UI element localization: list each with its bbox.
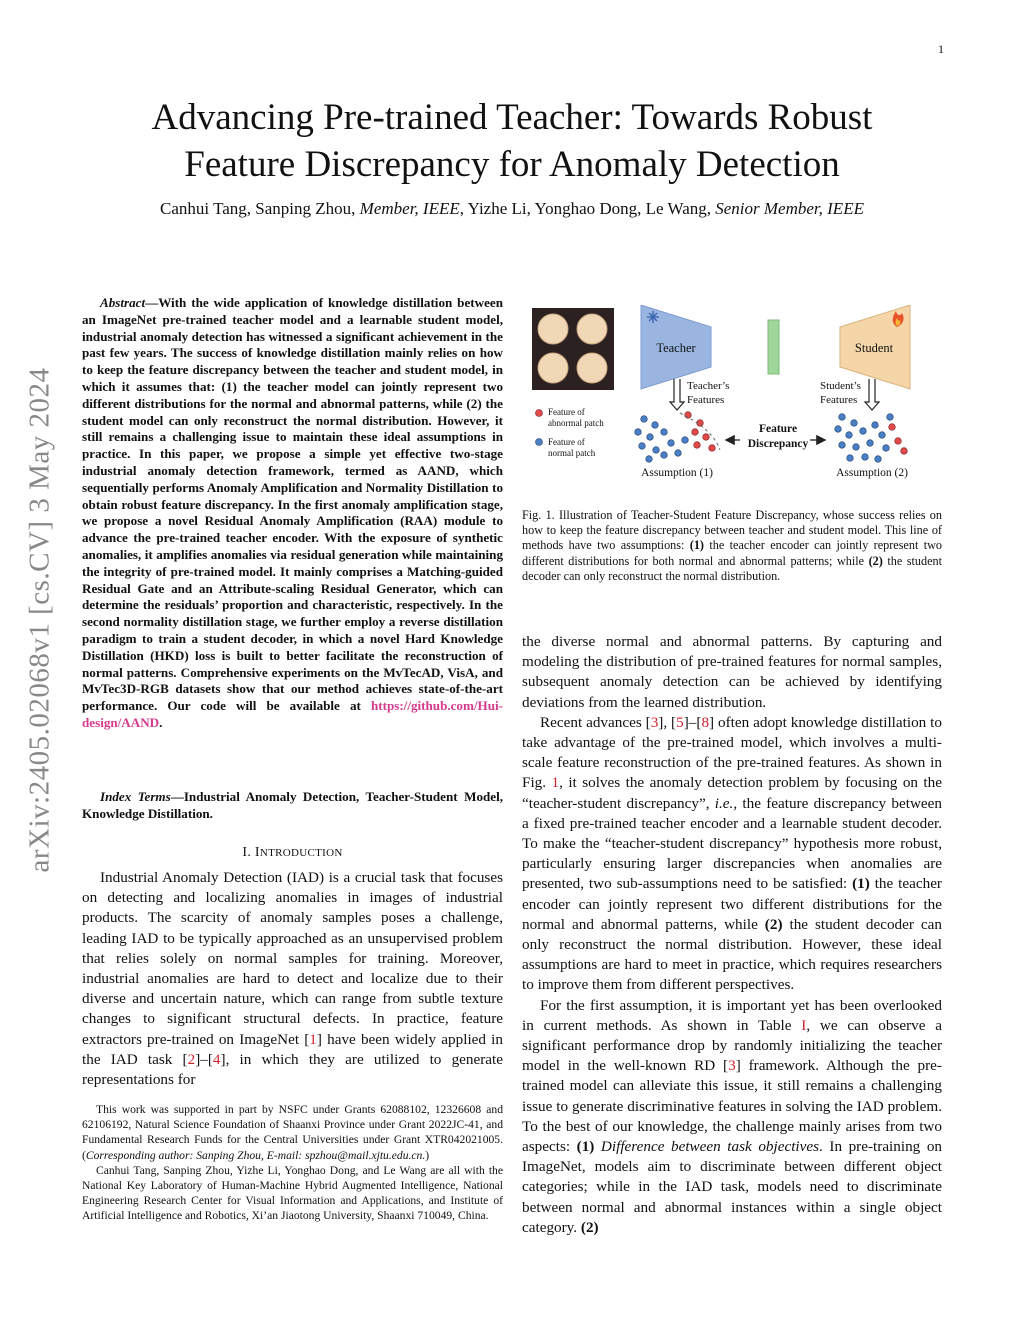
- citation-5[interactable]: 5: [676, 713, 684, 731]
- normal-feature-dot: [661, 429, 668, 436]
- table-1-ref[interactable]: I: [801, 1016, 807, 1034]
- rp3-bold-2: (2): [580, 1218, 599, 1236]
- normal-feature-dot: [641, 416, 648, 423]
- product-disc-2: [577, 314, 607, 344]
- right-paragraph-3: [522, 996, 942, 1238]
- affiliation-footnote: Canhui Tang, Sanping Zhou, Yizhe Li, Yonghao Dong, and Le Wang are all with the National Key Laboratory of Human-Machine Hybrid Augmented Intelligence, National Engineering Research Center for Visual Information and Applications, and Institute of Artificial Intelligence and Robotics, Xi’an Jiaotong University, Shaanxi 710049, China.: [82, 1163, 503, 1223]
- citation-3b[interactable]: 3: [728, 1057, 736, 1075]
- rp2-bold-1: (1): [852, 875, 870, 893]
- legend-normal-line-2: normal patch: [548, 448, 596, 458]
- intro-text-a: Industrial Anomaly Detection (IAD) is a crucial task that focuses on detecting and localizing anomalies in images of industrial products. The scarcity of anomaly samples poses a challenge, leading IAD to be typically approached as an unsupervised problem that relies solely on normal samples for training. Moreover, industrial anomalies are hard to detect and localize due to their diverse and uncertain nature, which can range from subtle texture changes to significant structural defects. In practice, feature extractors pre-trained on ImageNet [: [82, 869, 503, 1048]
- student-down-arrow-icon: [865, 379, 879, 410]
- index-terms-label: Index Terms: [100, 789, 171, 804]
- abnormal-feature-dot: [694, 442, 701, 449]
- rp2-h: the student decoder can only reconstruct the normal distribution. However, these ideal assumptions are hard to meet in practice, which requires researchers to improve them from different perspectives.: [522, 915, 942, 994]
- right-paragraph-1: the diverse normal and abnormal patterns. By capturing and modeling the distribution of pre-trained features for normal samples, subsequent anomaly detection can be achieved by identifying deviations from the learned distribution.: [522, 633, 942, 711]
- latent-bar: [768, 320, 779, 374]
- section-heading: [82, 845, 503, 861]
- legend-abnormal-line-2: abnormal patch: [548, 418, 604, 428]
- normal-feature-dot: [862, 454, 869, 461]
- normal-feature-dot: [652, 422, 659, 429]
- abstract-label: Abstract: [100, 295, 146, 310]
- rp3-italic: Difference between task objectives: [600, 1138, 820, 1156]
- index-terms-text: —Industrial Anomaly Detection, Teacher-Student Model, Knowledge Distillation.: [82, 789, 503, 821]
- normal-feature-dot: [646, 456, 653, 463]
- normal-feature-dot: [853, 444, 860, 451]
- student-features-line-2: Features: [820, 394, 858, 406]
- product-disc-1: [538, 314, 568, 344]
- student-feature-cluster: [835, 414, 908, 463]
- citation-3[interactable]: 3: [650, 713, 659, 731]
- rp2-g: the teacher encoder can jointly represent two different distributions for the normal and abnormal patterns, while: [522, 875, 942, 933]
- funding-end: ): [425, 1148, 430, 1162]
- normal-feature-dot: [872, 422, 879, 429]
- teacher-label: Teacher: [656, 341, 696, 355]
- normal-feature-dot: [661, 452, 668, 459]
- citation-1[interactable]: 1: [309, 1030, 317, 1048]
- authors-role-1: Member, IEEE: [359, 199, 460, 218]
- caption-prefix: Fig. 1. Illustration of Teacher-Student Feature Discrepancy, whose success relies on how to keep the feature discrepancy between teacher and student model. This line of methods have two assumptions:: [522, 508, 942, 553]
- rp2-f: , the feature discrepancy between a fixed pre-trained teacher encoder and a learnable student decoder. To make the “teacher-student discrepancy” hypothesis more robust, particularly ensuring larger discrepancies when anomalies are presented, two sub-assumptions need to be satisfied:: [522, 794, 942, 893]
- title-line-1: Advancing Pre-trained Teacher: Towards Robust: [151, 97, 873, 138]
- citation-2[interactable]: 2: [187, 1050, 196, 1068]
- normal-feature-dot: [883, 445, 890, 452]
- normal-feature-dot: [668, 440, 675, 447]
- authors-role-2: Senior Member, IEEE: [715, 199, 864, 218]
- product-disc-4: [577, 353, 607, 383]
- normal-feature-dot: [682, 437, 689, 444]
- rp2-bold-2: (2): [764, 915, 783, 933]
- teacher-down-arrow-icon: [670, 379, 684, 410]
- normal-feature-dot: [887, 414, 894, 421]
- rp3-bold-1: (1): [576, 1138, 595, 1156]
- figure-1: [530, 305, 942, 495]
- normal-feature-dot: [639, 443, 646, 450]
- legend-normal-line-1: Feature of: [548, 437, 585, 447]
- rp2-ie: i.e.: [714, 794, 734, 812]
- figure-svg: [530, 305, 942, 495]
- index-terms: [82, 789, 503, 823]
- funding-footnote: [82, 1102, 503, 1163]
- right-column-body: [522, 632, 942, 1238]
- teacher-features-line-1: Teacher’s: [687, 380, 730, 392]
- paper-title: [60, 94, 964, 188]
- abnormal-feature-dot: [703, 434, 710, 441]
- legend-abnormal-dot: [536, 410, 543, 417]
- legend-normal-dot: [536, 439, 543, 446]
- discrepancy-line-1: Feature: [758, 423, 798, 435]
- corresponding-author: Corresponding author: Sanping Zhou, E-mail: spzhou@mail.xjtu.edu.cn.: [85, 1148, 426, 1162]
- section-title-first: I: [254, 845, 260, 860]
- figure-caption: [522, 508, 942, 584]
- assumption-2-label: Assumption (2): [836, 467, 908, 479]
- assumption-1-label: Assumption (1): [641, 467, 713, 479]
- title-line-2: Feature Discrepancy for Anomaly Detection: [184, 144, 840, 185]
- normal-feature-dot: [860, 428, 867, 435]
- footnotes: [82, 1102, 503, 1224]
- normal-feature-dot: [867, 440, 874, 447]
- figure-1-ref[interactable]: 1: [551, 774, 560, 792]
- normal-feature-dot: [851, 420, 858, 427]
- author-list: [60, 199, 964, 219]
- caption-mid: the teacher encoder can jointly represent two different distributions for both normal and abnormal patterns; while: [522, 538, 942, 568]
- intro-text-d: ], in which they are utilized to generate representations for: [82, 1050, 504, 1089]
- rp2-d: ] often adopt knowledge distillation to take advantage of the pre-trained model, which involves a multi-scale feature reconstruction of the pre-trained features. As shown in Fig.: [522, 713, 942, 792]
- abnormal-feature-dot: [889, 424, 896, 431]
- abnormal-feature-dot: [901, 448, 908, 455]
- section-number: I.: [242, 845, 255, 860]
- student-label: Student: [854, 341, 894, 355]
- normal-feature-dot: [675, 450, 682, 457]
- rp2-a: Recent advances [: [540, 713, 651, 731]
- normal-feature-dot: [635, 429, 642, 436]
- student-features-line-1: Student’s: [820, 380, 861, 392]
- normal-feature-dot: [653, 447, 660, 454]
- discrepancy-line-2: Discrepancy: [747, 438, 809, 450]
- abstract-text: —With the wide application of knowledge distillation between an ImageNet pre-trained teacher model and a learnable student model, industrial anomaly detection has witnessed a significant achievement in the past few years. The success of knowledge distillation mainly relies on how to keep the feature discrepancy between the teacher and student model, in which it assumes that: (1) the teacher model can jointly represent two different distributions for the normal and abnormal patterns, while (2) the student model can only reconstruct the normal distribution. However, it still remains a challenging issue to maintain these ideal assumptions in practice. In this paper, we propose a simple yet effective two-stage industrial anomaly detection framework, termed as AAND, which sequentially performs Anomaly Amplification and Normality Distillation to obtain robust feature discrepancy. In the first anomaly amplification stage, we propose a novel Residual Anomaly Amplification (RAA) module to advance the pre-trained teacher encoder. With the exposure of synthetic anomalies, it amplifies anomalies via residual generation while maintaining the integrity of pre-trained model. It mainly comprises a Matching-guided Residual Gate and an Attribute-scaling Residual Generator, which can determine the residuals’ proportion and characteristic, respectively. In the second normality distillation stage, we further employ a reverse distillation paradigm to train a student decoder, in which a novel Hard Knowledge Distillation (HKD) loss is built to better facilitate the reconstruction of normal patterns. Comprehensive experiments on the MvTecAD, VisA, and MvTec3D-RGB datasets show that our method achieves state-of-the-art performance. Our code will be available at: [82, 295, 503, 714]
- rp2-b: ], [: [658, 713, 677, 731]
- rp2-c: ]–[: [683, 713, 702, 731]
- normal-feature-dot: [835, 426, 842, 433]
- rp3-a: For the first assumption, it is important yet has been overlooked in current methods. As shown in Table: [522, 996, 942, 1034]
- citation-8[interactable]: 8: [701, 713, 710, 731]
- normal-feature-dot: [647, 434, 654, 441]
- rp3-b: , we can observe a significant performance drop by randomly initializing the teacher model in the well-known RD [: [522, 1016, 942, 1075]
- normal-feature-dot: [879, 432, 886, 439]
- authors-part-1: Canhui Tang, Sanping Zhou,: [160, 199, 360, 218]
- legend-abnormal-line-1: Feature of: [548, 407, 585, 417]
- abnormal-feature-dot: [895, 438, 902, 445]
- caption-end: the student decoder can only reconstruct the normal distribution.: [522, 553, 942, 583]
- abstract-end: .: [159, 714, 163, 730]
- teacher-feature-cluster: [635, 412, 716, 463]
- abnormal-feature-dot: [692, 429, 699, 436]
- code-link[interactable]: https://github.com/Hui-design/AAND: [82, 698, 503, 730]
- abnormal-feature-dot: [709, 445, 716, 452]
- abstract: [82, 295, 503, 732]
- section-title-rest: NTRODUCTION: [259, 847, 343, 859]
- rp2-e: , it solves the anomaly detection problem by focusing on the “teacher-student discrepancy”,: [522, 774, 942, 812]
- teacher-features-line-2: Features: [687, 394, 725, 406]
- authors-part-2: , Yizhe Li, Yonghao Dong, Le Wang,: [459, 199, 716, 218]
- rp3-e: . In pre-training on ImageNet, models aim to discriminate between different object categories; while in the IAD task, models need to discriminate between normal and abnormal instances within a single object category.: [522, 1138, 943, 1236]
- rp3-c: ] framework. Although the pre-trained model can alleviate this issue, it still remains a challenging issue to generate discriminative features in solving the IAD problem. To the best of our knowledge, the challenge mainly arises from two aspects:: [522, 1057, 942, 1156]
- right-paragraph-2: [522, 713, 942, 996]
- intro-text-b: ] have been widely applied in the IAD task [: [82, 1030, 503, 1068]
- normal-feature-dot: [875, 456, 882, 463]
- page-number: 1: [938, 42, 944, 56]
- intro-paragraph: [82, 868, 503, 1090]
- product-disc-3: [538, 353, 568, 383]
- normal-feature-dot: [847, 455, 854, 462]
- arxiv-stamp-text: arXiv:2405.02068v1 [cs.CV] 3 May 2024: [23, 367, 56, 873]
- intro-text-c: ]–[: [195, 1050, 213, 1068]
- caption-bold-2: (2): [868, 553, 883, 568]
- normal-feature-dot: [839, 414, 846, 421]
- caption-bold-1: (1): [689, 538, 704, 553]
- citation-4[interactable]: 4: [212, 1050, 221, 1068]
- funding-text: This work was supported in part by NSFC under Grants 62088102, 12326608 and 62106192, Natural Science Foundation of Shaanxi Province under Grant 2022JC-41, and Fundamental Research Funds for the Central Universities under Grant XTR042021005. (: [82, 1103, 503, 1162]
- normal-feature-dot: [846, 432, 853, 439]
- normal-feature-dot: [839, 442, 846, 449]
